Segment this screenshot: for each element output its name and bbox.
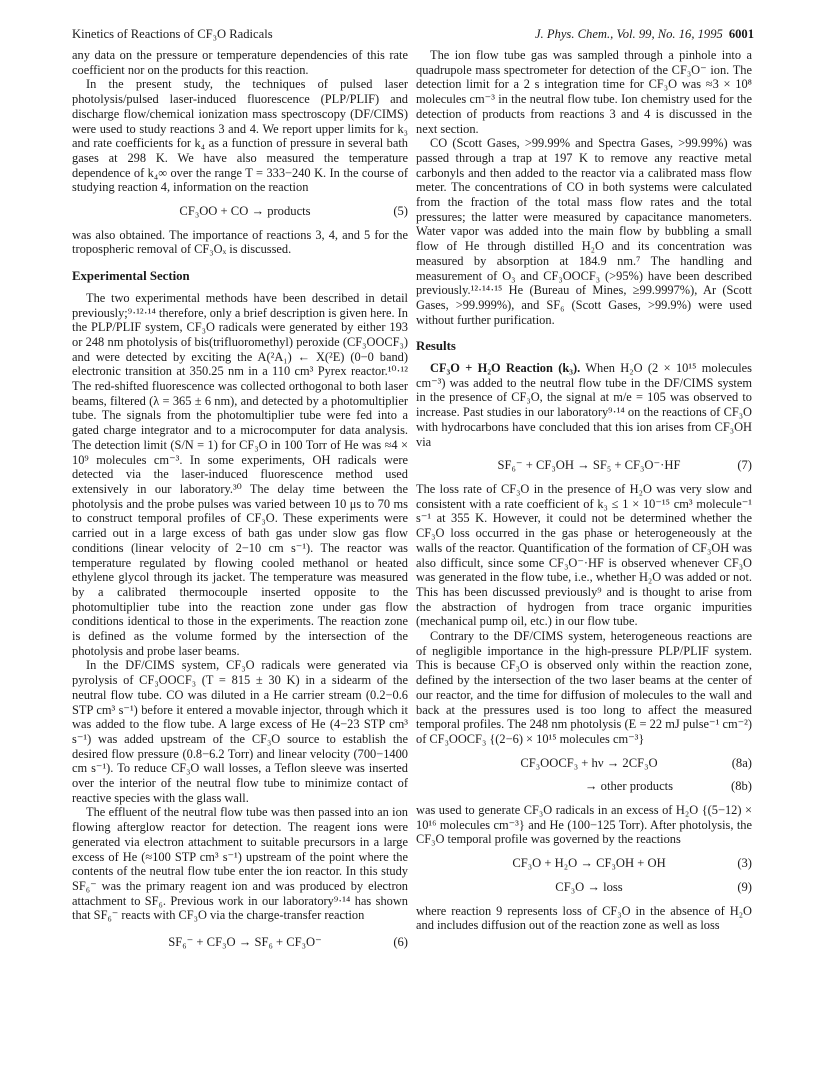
paragraph — [416, 361, 752, 449]
equation-3 — [416, 856, 752, 871]
paragraph: CO (Scott Gases, >99.99% and Spectra Gases, >99.99%) was passed through a trap at 197 K to remove any reactive metal carbonyls and then added to the reactor via a calibrated mass flow meter. The concentrations of CO in both systems were calculated from the fraction of the total mass flow rates and the total pressures; the latter were measured by capacitance manometers. Water vapor was added into the main flow by bubbling a small flow of He through distilled H₂O and its concentration was measured by absorption at 184.9 nm.⁷ The handling and measurement of O₃ and CF₃OOCF₃ (>95%) have been described previously.¹²·¹⁴·¹⁵ He (Bureau of Mines, ≥99.9997%), Ar (Scott Gases, >99.999%), and SF₆ (Scott Gases, >99.9%) were used without further purification. — [416, 136, 752, 327]
equation-number: (8b) — [731, 779, 752, 794]
equation-expression: SF₆⁻ + CF₃O → SF₆ + CF₃O⁻ — [168, 935, 322, 950]
equation-number: (8a) — [731, 755, 752, 770]
equation-9 — [416, 880, 752, 895]
paragraph: any data on the pressure or temperature dependencies of this rate coefficient nor on the products for this reaction. — [72, 48, 408, 77]
equation-expression: CF₃O + H₂O → CF₃OH + OH — [512, 856, 666, 871]
paragraph: The ion flow tube gas was sampled through a pinhole into a quadrupole mass spectrometer for detection of the CF₃O⁻ ion. The detection limit for a 2 s integration time for CF₃O was ≈3 × 10⁸ molecules cm⁻³ in the neutral flow tube. Ion chemistry used for the detection of products from reactions 3 and 4 is discussed in the next section. — [416, 48, 752, 136]
equation-expression: CF₃OO + CO → products — [179, 204, 311, 219]
paragraph-text: When H₂O (2 × 10¹⁵ molecules cm⁻³) was added to the neutral flow tube in the DF/CIMS system in the presence of CF₃O, the signal at m/e = 105 was observed to increase. Past studies in our laboratory⁹·¹⁴ on the reactions of CF₃O with hydrocarbons have concluded that this ion arises from CF₃OH via — [416, 361, 752, 449]
section-heading: Experimental Section — [72, 269, 190, 284]
run-in-heading: CF₃O + H₂O Reaction (k₃). — [430, 361, 581, 376]
paragraph: was also obtained. The importance of reactions 3, 4, and 5 for the tropospheric removal of CF₃Oₓ is discussed. — [72, 227, 408, 257]
equation-expression: CF₃OOCF₃ + hν → 2CF₃O — [520, 755, 658, 770]
equation-6 — [72, 935, 408, 950]
paragraph: The effluent of the neutral flow tube was then passed into an ion flowing afterglow reactor for detection. The reagent ions were generated via electron attachment to suitable precursors in a large excess of He (≈100 STP cm³ s⁻¹) upstream of the point where the contents of the neutral flow tube enter the ion reactor. In this study SF₆⁻ was the primary reagent ion and was produced by electron attachment to SF₆. Previous work in our laboratory⁹·¹⁴ has shown that SF₆⁻ reacts with CF₃O via the charge-transfer reaction — [72, 805, 408, 923]
equation-number: (6) — [393, 935, 408, 950]
paragraph: In the present study, the techniques of pulsed laser photolysis/pulsed laser-induced fluorescence (PLP/PLIF) and discharge flow/chemical ionization mass spectroscopy (DF/CIMS) were used to study reactions 3 and 4. We report upper limits for k₃ and rate coefficients for k₄ as a function of pressure in several bath gases at 298 K. We have also measured the temperature dependence of k₄∞ over the range T = 333−240 K. In the course of studying reaction 4, information on the reaction — [72, 77, 408, 195]
left-column — [72, 48, 408, 959]
page-number: 6001 — [728, 27, 754, 41]
equation-7 — [416, 458, 752, 473]
equation-expression: CF₃O → loss — [555, 879, 623, 894]
journal-citation — [535, 27, 754, 42]
running-header — [72, 27, 754, 43]
equation-5 — [72, 204, 408, 219]
paragraph: where reaction 9 represents loss of CF₃O in the absence of H₂O and includes diffusion out of the reaction zone as well as loss — [416, 903, 752, 933]
paragraph: The loss rate of CF₃O in the presence of H₂O was very slow and consistent with a rate coefficient of k₃ ≤ 1 × 10⁻¹⁵ cm³ molecule⁻¹ s⁻¹ at 355 K. However, it could not be determined whether the CF₃O loss occurred in the gas phase or heterogeneously at the walls of the reactor. Quantification of the formation of CF₃OH was also difficult, since some CF₃O⁻·HF is observed whenever CF₃O was generated in the flow tube, i.e., whether H₂O was added or not. This has been discussed previously⁹ and is thought to arise from the abstraction of hydrogen from trace organic impurities (mechanical pump oil, etc.) in our flow tube. — [416, 481, 752, 629]
paragraph: In the DF/CIMS system, CF₃O radicals were generated via pyrolysis of CF₃OOCF₃ (T = 815 ± 30 K) in a sidearm of the neutral flow tube. CO was diluted in a He carrier stream (0.2−0.6 STP cm³ s⁻¹) before it entered a movable injector, through which it was added to the flow tube. A large excess of He (4−23 STP cm³ s⁻¹) was added upstream of the CF₃O source to establish the desired flow pressure (0.8−6.2 Torr) and linear velocity (700−1400 cm s⁻¹). To reduce CF₃O wall losses, a Teflon sleeve was inserted over the interior of the neutral flow tube to minimize contact of reactive species with the glass wall. — [72, 658, 408, 805]
right-column — [416, 48, 752, 933]
equation-8b — [416, 779, 752, 794]
journal-reference: J. Phys. Chem., Vol. 99, No. 16, 1995 — [534, 27, 723, 41]
section-heading: Results — [416, 339, 456, 354]
equation-expression: → other products — [584, 779, 674, 794]
equation-number: (7) — [737, 458, 752, 473]
equation-8a — [416, 756, 752, 771]
running-title: Kinetics of Reactions of CF₃O Radicals — [72, 27, 273, 41]
equation-number: (9) — [737, 879, 752, 894]
paragraph: Contrary to the DF/CIMS system, heterogeneous reactions are of negligible importance in the high-pressure PLP/PLIF system. This is because CF₃O is observed only within the reaction zone, defined by the intersection of the two laser beams at the center of our reactor, and the time for diffusion of molecules to the wall and back at the pressures used is too long to affect the measured temporal profiles. The 248 nm photolysis (E = 22 mJ pulse⁻¹ cm⁻²) of CF₃OOCF₃ {(2−6) × 10¹⁵ molecules cm⁻³} — [416, 629, 752, 746]
equation-number: (3) — [737, 856, 752, 871]
equation-number: (5) — [393, 204, 408, 219]
paragraph: was used to generate CF₃O radicals in an excess of H₂O {(5−12) × 10¹⁶ molecules cm⁻³} and He (100−125 Torr). After photolysis, the CF₃O temporal profile was governed by the reactions — [416, 803, 752, 847]
equation-expression: SF₆⁻ + CF₃OH → SF₅ + CF₃O⁻·HF — [497, 458, 681, 473]
paragraph: The two experimental methods have been described in detail previously;⁹·¹²·¹⁴ therefore, only a brief description is given here. In the PLP/PLIF system, CF₃O radicals were generated by either 193 or 248 nm photolysis of bis(trifluoromethyl) peroxide (CF₃OOCF₃) and were detected by exciting the A(²A₁) ← X(²E) (0−0 band) electronic transition at 350.25 nm in a 110 cm³ Pyrex reactor.¹⁰·¹² The red-shifted fluorescence was collected orthogonal to both laser beams, filtered (λ = 365 ± 6 nm), and detected by a photomultiplier tube. The signals from the photomultiplier tube were fed into a gated charge integrator and to a microcomputer for data analysis. The detection limit (S/N = 1) for CF₃O in 100 Torr of He was ≈4 × 10⁹ molecules cm⁻³. In some experiments, OH radicals were detected via the laser-induced fluorescence method used extensively in our laboratory.³⁰ The delay time between the photolysis and the probe pulses was varied between 10 μs to 70 ms to construct temporal profiles of CF₃O. These experiments were carried out in a large excess of bath gas under slow gas flow conditions (linear velocity of 2−10 cm s⁻¹). The reactor was temperature regulated by flowing cooled methanol or heated ethylene glycol through its jacket. The temperature was measured by a calibrated thermocouple inserted opposite to the photomultiplier tube into the reaction zone under gas flow conditions identical to those in the experiments. The reaction zone is defined as the volume formed by the intersection of the photolysis and probe laser beams. — [72, 290, 408, 658]
